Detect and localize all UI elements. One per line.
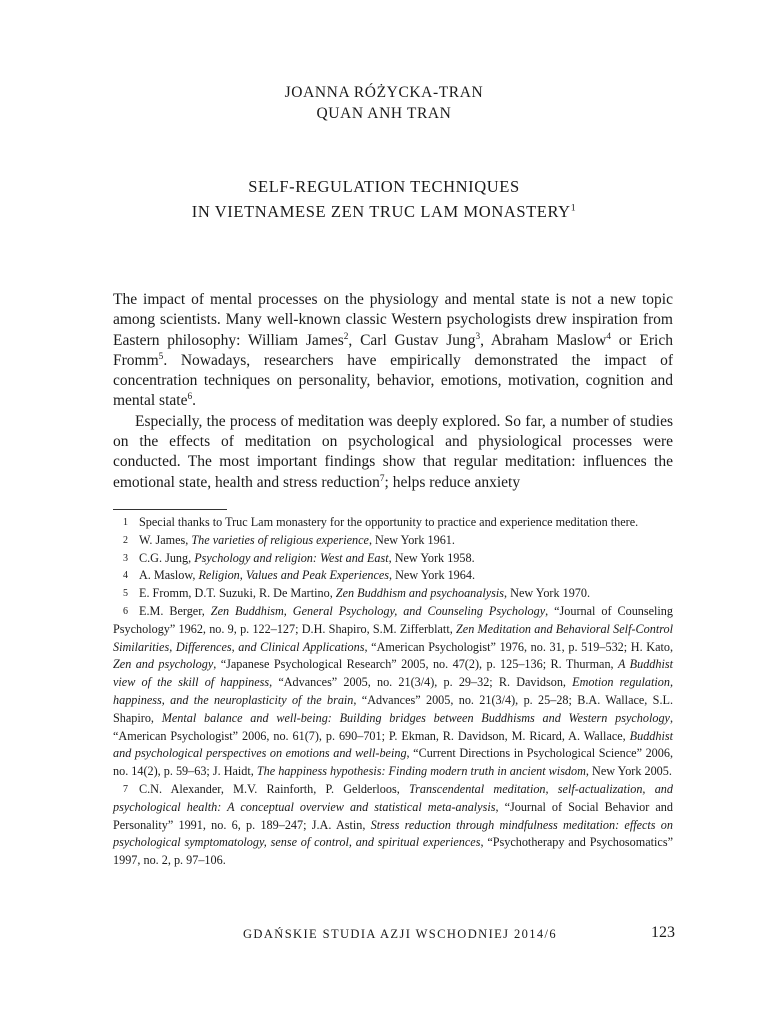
title-line-text: IN VIETNAMESE ZEN TRUC LAM MONASTERY	[191, 202, 571, 221]
text-run: ; helps reduce anxiety	[384, 473, 521, 491]
work-title: The happiness hypothesis: Finding modern truth in ancient wisdom	[256, 764, 586, 779]
footnote-number: 7	[123, 783, 128, 795]
footnote-text: , “Psychotherapy and Psychosomatics” 1997, no. 2, p. 97–106.	[113, 835, 673, 868]
footnote-text: W. James,	[139, 532, 192, 547]
footnote-text: C.G. Jung,	[139, 550, 195, 565]
footnote-ref: 6	[187, 392, 193, 403]
work-title: Zen Buddhism, General Psychology, and Counseling Psychology	[210, 603, 546, 618]
footnote-text: , “Advances” 2005, no. 21(3/4), p. 25–28; B.A. Wallace, S.L. Shapiro,	[113, 692, 673, 725]
paragraph	[113, 290, 673, 412]
footnote-text: E. Fromm, D.T. Suzuki, R. De Martino,	[139, 586, 336, 601]
footnote-text: , “Current Directions in Psychological Science” 2006, no. 14(2), p. 59–63; J. Haidt,	[113, 746, 673, 779]
title-line	[0, 199, 768, 224]
footnote-text: Special thanks to Truc Lam monastery for the opportunity to practice and experience meditation there.	[139, 515, 639, 529]
footnote-text: , New York 1958.	[388, 550, 475, 565]
footnote-text: C.N. Alexander, M.V. Rainforth, P. Gelderloos,	[139, 781, 409, 796]
footnote	[113, 781, 673, 870]
author-name: QUAN ANH TRAN	[316, 105, 452, 122]
work-title: Psychology and religion: West and East	[194, 550, 389, 565]
footnote-text: , “Advances” 2005, no. 21(3/4), p. 29–32; R. Davidson,	[269, 675, 573, 690]
work-title: Emotion regulation, happiness, and the neuroplasticity of the brain	[113, 675, 673, 707]
work-title: Buddhist and psychological perspectives on emotions and well-being	[113, 728, 673, 761]
footnote-ref: 5	[158, 351, 164, 362]
journal-name: GDAŃSKIE STUDIA AZJI WSCHODNIEJ 2014/6	[243, 927, 558, 941]
footnote-text: E.M. Berger,	[139, 603, 211, 618]
footnote-text: , New York 1964.	[389, 568, 476, 583]
footnote-text: , New York 1970.	[504, 586, 591, 601]
footnote-text: , “Journal of Counseling Psychology” 1962, no. 9, p. 122–127; D.H. Shapiro, S.M. Zifferblatt,	[113, 603, 673, 636]
text-run: .	[192, 392, 196, 410]
footnote	[113, 567, 673, 585]
work-title: Stress reduction through mindfulness meditation: effects on psychological symptomatology, sense of control, and spiritual experiences	[113, 817, 673, 850]
footnote-number: 3	[123, 552, 128, 564]
work-title: The varieties of religious experience	[191, 532, 369, 547]
footnote-number: 1	[123, 517, 128, 528]
article-title	[0, 174, 768, 224]
footnote-number: 4	[123, 570, 128, 582]
footnote	[113, 514, 673, 532]
page-number: 123	[651, 924, 675, 941]
work-title: Zen Buddhism and psychoanalysis	[335, 586, 505, 601]
footnote-number: 6	[123, 605, 128, 617]
footnote-text: , “American Psychologist” 1976, no. 31, p. 519–532; H. Kato,	[364, 639, 674, 654]
work-title: Zen Meditation and Behavioral Self-Control Similarities, Differences, and Clinical Applications	[113, 621, 673, 654]
footnote-text: , “American Psychologist” 2006, no. 61(7), p. 690–701; P. Ekman, R. Davidson, M. Ricard, A. Wallace,	[113, 710, 673, 743]
body-text	[113, 290, 673, 493]
footnote-text: , “Japanese Psychological Research” 2005, no. 47(2), p. 125–136; R. Thurman,	[213, 657, 619, 672]
footnote-number: 2	[123, 534, 128, 546]
work-title: Zen and psychology	[113, 657, 214, 672]
footnote-text: , New York 2005.	[585, 764, 672, 779]
title-line: SELF-REGULATION TECHNIQUES	[248, 177, 520, 196]
footnote	[113, 603, 673, 781]
author-name: JOANNA RÓŻYCKA-TRAN	[284, 84, 484, 101]
work-title: A Buddhist view of the skill of happiness	[113, 657, 673, 690]
footnote	[113, 585, 673, 603]
text-run: The impact of mental processes on the physiology and mental state is not a new topic among scientists. Many well-known classic Western psychologists drew inspiration from Eastern philosophy: William James	[113, 291, 673, 349]
footnote-ref: 2	[343, 331, 349, 342]
page-footer	[113, 924, 675, 946]
footnote-ref: 1	[570, 202, 577, 214]
footnote	[113, 550, 673, 568]
text-run: , Carl Gustav Jung	[348, 331, 476, 349]
footnote-number: 5	[123, 588, 128, 600]
footnote-ref: 7	[379, 473, 385, 484]
footnote-text: , New York 1961.	[368, 532, 455, 547]
text-run: , Abraham Maslow	[480, 331, 607, 349]
footnote-text: , “Journal of Social Behavior and Personality” 1991, no. 6, p. 189–247; J.A. Astin,	[113, 799, 673, 832]
footnote-text: A. Maslow,	[139, 568, 199, 583]
footnote	[113, 532, 673, 550]
footnotes	[113, 514, 673, 870]
text-run: Especially, the process of meditation was deeply explored. So far, a number of studies on the effects of meditation on psychological and physiological processes were conducted. The most important findings show that regular meditation: influences the emotional state, health and stress reduction	[113, 412, 673, 491]
footnote-ref: 3	[475, 331, 481, 342]
work-title: Religion, Values and Peak Experiences	[198, 568, 390, 583]
footnote-ref: 4	[606, 331, 611, 342]
author-block	[0, 82, 768, 124]
work-title: Mental balance and well-being: Building bridges between Buddhisms and Western psychology	[161, 710, 670, 725]
paragraph	[113, 412, 673, 493]
text-run: . Nowadays, researchers have empirically demonstrated the impact of concentration techniques on personality, behavior, emotions, motivation, cognition and mental state	[113, 351, 673, 410]
text-run: or Erich Fromm	[113, 331, 673, 369]
footnote-divider	[113, 509, 227, 510]
work-title: Transcendental meditation, self-actualization, and psychological health: A conceptual overview and statistical meta-analysis	[113, 781, 673, 814]
